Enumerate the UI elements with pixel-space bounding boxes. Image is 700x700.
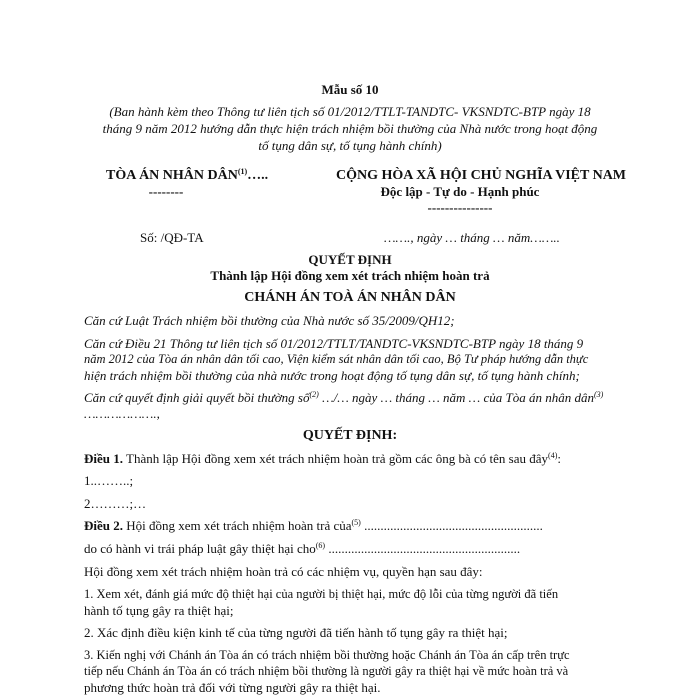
decision-subtitle: Thành lập Hội đồng xem xét trách nhiệm hoàn trả <box>210 268 490 283</box>
article-2-line-2: do có hành vi trái pháp luật gây thiệt hại cho$^{(6)}$ ........................................................... <box>84 541 521 556</box>
issuance-note-line-2: tháng 9 năm 2012 hướng dẫn thực hiện trách nhiệm bồi thường của Nhà nước trong hoạt động <box>102 121 598 136</box>
decision-number: Số: /QĐ-TA <box>140 230 204 245</box>
motto-underline: --------------- <box>427 200 493 215</box>
court-name-underline: -------- <box>148 184 184 199</box>
form-title: Mẫu số 10 <box>321 82 379 97</box>
legal-basis-1: Căn cứ Luật Trách nhiệm bồi thường của Nhà nước số 35/2009/QH12; <box>84 313 455 328</box>
legal-basis-2-line-1: Căn cứ Điều 21 Thông tư liên tịch số 01/2012/TTLT/TANDTC-VKSNDTC-BTP ngày 18 tháng 9 <box>84 336 584 351</box>
national-motto: Độc lập - Tự do - Hạnh phúc <box>380 184 540 199</box>
country-name: CỘNG HÒA XÃ HỘI CHỦ NGHĨA VIỆT NAM <box>336 168 627 183</box>
duty-1-line-2: hành tố tụng gây ra thiệt hại; <box>84 603 234 618</box>
decision-title: QUYẾT ĐỊNH <box>308 252 392 267</box>
legal-basis-2-line-2: năm 2012 của Tòa án nhân dân tối cao, Viện kiểm sát nhân dân tối cao, Bộ Tư pháp hướng dẫn thực <box>84 352 589 366</box>
article-1-member-2: 2………;… <box>84 496 147 511</box>
legal-basis-3-line-2: ………………., <box>84 406 160 421</box>
article-2: Điều 2. Hội đồng xem xét trách nhiệm hoàn trả của$^{(5)}$ ....................................................... <box>84 518 543 533</box>
duties-intro: Hội đồng xem xét trách nhiệm hoàn trả có các nhiệm vụ, quyền hạn sau đây: <box>84 564 483 579</box>
duty-1-line-1: 1. Xem xét, đánh giá mức độ thiệt hại của người bị thiệt hại, mức độ lỗi của từng người đã tiến <box>84 587 559 601</box>
duty-3-line-1: 3. Kiến nghị với Chánh án Tòa án có trách nhiệm bồi thường hoặc Chánh án Tòa án cấp trên trực <box>84 648 570 662</box>
decides-heading: QUYẾT ĐỊNH: <box>302 428 398 443</box>
duty-3-line-2: tiếp nếu Chánh án Tòa án có trách nhiệm bồi thường là người gây ra thiệt hại về mức hoàn trả và <box>84 664 569 678</box>
issuance-note-line-3: tố tụng dân sự, tố tụng hành chính) <box>258 138 442 153</box>
decision-date: ……., ngày … tháng … năm…….. <box>384 230 560 245</box>
duty-2: 2. Xác định điều kiện kinh tế của từng người đã tiến hành tố tụng gây ra thiệt hại; <box>84 625 508 640</box>
duty-3-line-3: phương thức hoàn trả đối với từng người gây ra thiệt hại. <box>84 680 381 695</box>
court-name: TÒA ÁN NHÂN DÂN$^{(1)}$….. <box>106 167 269 183</box>
issuance-note-line-1: (Ban hành kèm theo Thông tư liên tịch số 01/2012/TTLT-TANDTC- VKSNDTC-BTP ngày 18 <box>109 104 591 119</box>
article-1: Điều 1. Thành lập Hội đồng xem xét trách nhiệm hoàn trả gồm các ông bà có tên sau đây$^{(4)}$: <box>84 451 561 466</box>
issuing-authority: CHÁNH ÁN TOÀ ÁN NHÂN DÂN <box>244 290 456 305</box>
legal-basis-2-line-3: hiện trách nhiệm bồi thường của nhà nước trong hoạt động tố tụng dân sự, tố tụng hành chính; <box>84 368 580 383</box>
article-1-member-1: 1..……..; <box>84 473 134 488</box>
legal-basis-3-line-1: Căn cứ quyết định giải quyết bồi thường số$^{(2)}$ …/… ngày … tháng … năm … của Tòa án nhân dân$^{(3)}$ <box>84 390 604 405</box>
